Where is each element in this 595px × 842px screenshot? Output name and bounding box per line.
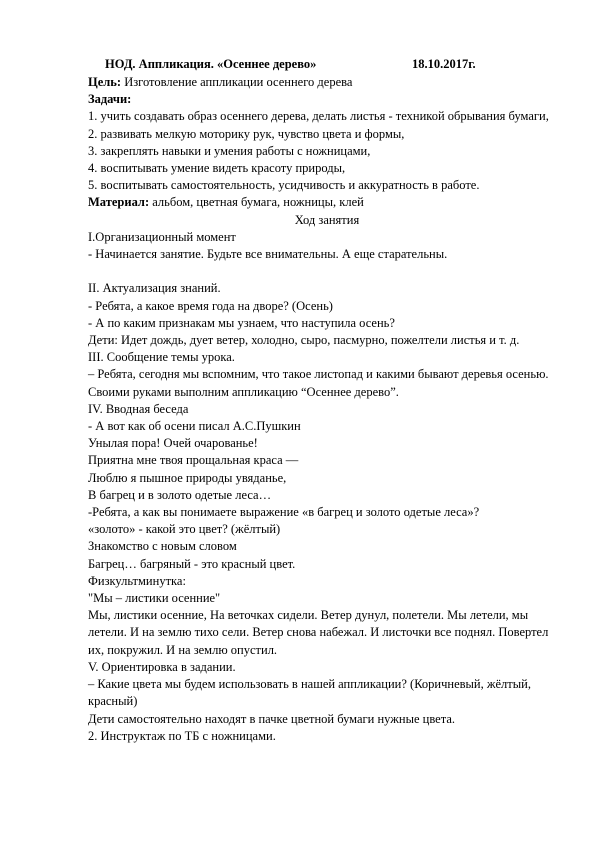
poem-line: В багрец и в золото одетые леса… [88, 487, 272, 502]
paragraph: Физкультминутка: [88, 573, 186, 588]
task-item: 4. воспитывать умение видеть красоту природы, [88, 161, 346, 176]
paragraph: 2. Инструктаж по ТБ с ножницами. [88, 728, 276, 743]
course-title: Ход занятия [294, 212, 360, 227]
paragraph: Мы, листики осенние, На веточках сидели. Ветер дунул, полетели. Мы летели, мы летели. И на землю тихо сели. Ветер снова набежал. И листочки все поднял. Повертел их, покружил. И на землю опустил. [88, 608, 549, 657]
paragraph: -Ребята, а как вы понимаете выражение «в багрец и золото одетые леса»? [88, 505, 480, 520]
section-title: III. Сообщение темы урока. [88, 350, 235, 365]
lesson-date: 18.10.2017г. [412, 57, 476, 71]
paragraph: «золото» - какой это цвет? (жёлтый) [88, 522, 281, 537]
paragraph: Дети: Идет дождь, дует ветер, холодно, сыро, пасмурно, пожелтели листья и т. д. [88, 333, 520, 348]
blank-line [88, 263, 556, 280]
paragraph: Знакомство с новым словом [88, 539, 237, 554]
paragraph: - А вот как об осени писал А.С.Пушкин [88, 419, 301, 434]
task-item: 2. развивать мелкую моторику рук, чувство цвета и формы, [88, 126, 405, 141]
task-item: 3. закреплять навыки и умения работы с ножницами, [88, 143, 371, 158]
material-label: Материал: [88, 195, 150, 210]
poem-line: Люблю я пышное природы увяданье, [88, 470, 287, 485]
task-item: 1. учить создавать образ осеннего дерева, делать листья - техникой обрывания бумаги, [88, 109, 549, 124]
lesson-title: НОД. Аппликация. «Осеннее дерево» [105, 57, 317, 71]
section-title: V. Ориентировка в задании. [88, 659, 236, 674]
material-line [88, 194, 556, 211]
paragraph: "Мы – листики осенние" [88, 591, 221, 606]
document-header [105, 56, 476, 73]
section-title: II. Актуализация знаний. [88, 281, 221, 296]
tasks-heading: Задачи: [88, 92, 132, 107]
goal-text: Изготовление аппликации осеннего дерева [121, 75, 353, 89]
document-body [88, 74, 556, 745]
task-item: 5. воспитывать самостоятельность, усидчивость и аккуратность в работе. [88, 178, 480, 193]
paragraph: - Ребята, а какое время года на дворе? (Осень) [88, 298, 333, 313]
goal-label: Цель: [88, 75, 122, 89]
material-text: альбом, цветная бумага, ножницы, клей [149, 195, 364, 210]
paragraph: Багрец… багряный - это красный цвет. [88, 556, 296, 571]
poem-line: Унылая пора! Очей очарованье! [88, 436, 258, 451]
poem-line: Приятна мне твоя прощальная краса — [88, 453, 299, 468]
section-title: IV. Вводная беседа [88, 401, 189, 416]
paragraph: Дети самостоятельно находят в пачке цветной бумаги нужные цвета. [88, 711, 456, 726]
goal-line [88, 74, 556, 91]
section-title: I.Организационный момент [88, 229, 236, 244]
paragraph: – Какие цвета мы будем использовать в нашей аппликации? (Коричневый, жёлтый, красный) [88, 677, 531, 709]
paragraph: - А по каким признакам мы узнаем, что наступила осень? [88, 315, 395, 330]
paragraph: - Начинается занятие. Будьте все внимательны. А еще старательны. [88, 247, 448, 262]
paragraph: – Ребята, сегодня мы вспомним, что такое листопад и какими бывают деревья осенью. Своими руками выполним аппликацию “Осеннее дерево”. [88, 367, 549, 399]
